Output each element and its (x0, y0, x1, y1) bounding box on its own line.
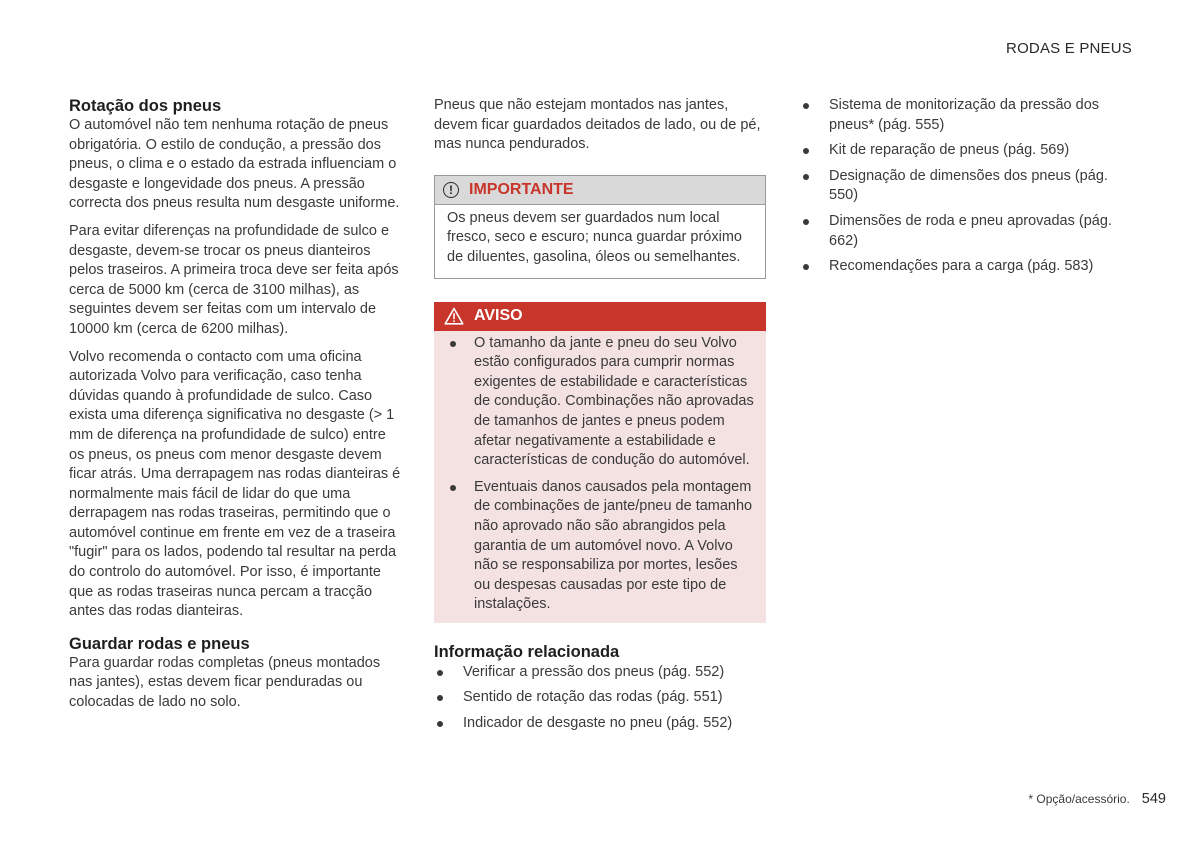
related-link[interactable] (800, 96, 1135, 135)
heading-related-info: Informação relacionada (434, 642, 620, 661)
bullet-icon (803, 264, 809, 270)
related-link-text[interactable]: Verificar a pressão dos pneus (pág. 552) (463, 663, 725, 680)
related-link[interactable] (434, 714, 766, 734)
warning-body (434, 331, 766, 623)
important-notice-header (435, 176, 765, 205)
paragraph: Volvo recomenda o contacto com uma oficina autorizada Volvo para verificação, caso tenha dúvidas quando à profundidade de sulco. Caso exista uma diferença significativa no desgaste (> 1 mm de diferença na profundidade de sulco) entre os pneus, os pneus com menor desgaste devem ficar atrás. Uma derrapagem nas rodas dianteiras é normalmente mais fácil de lidar do que uma derrapagem nas rodas traseiras, permitindo que o automóvel continue em frente em vez de a traseira "fugir" para os lados, podendo tal resultar na perda do controlo do automóvel. Por isso, é importante que as rodas traseiras nunca percam a tracção antes das rodas dianteiras. (69, 348, 401, 620)
related-list (434, 663, 766, 734)
exclamation-circle-icon: ! (443, 182, 459, 198)
bullet-icon (803, 103, 809, 109)
related-info (434, 642, 766, 734)
paragraph: O automóvel não tem nenhuma rotação de pneus obrigatória. O estilo de condução, a pressão dos pneus, o clima e o estado da estrada influenciam o desgaste e longevidade dos pneus. A pressão correcta dos pneus resulta num desgaste uniforme. (69, 117, 400, 212)
footnote: * Opção/acessório. (1028, 792, 1130, 806)
related-link-text[interactable]: Sistema de monitorização da pressão dos pneus* (pág. 555) (829, 97, 1100, 133)
heading-store-wheels: Guardar rodas e pneus (69, 634, 250, 653)
related-link[interactable] (800, 257, 1135, 277)
section-header: RODAS E PNEUS (1006, 40, 1132, 57)
important-notice-box (434, 175, 766, 279)
page-number: 549 (1141, 791, 1166, 807)
column-middle (434, 96, 766, 740)
column-left (69, 96, 403, 721)
important-notice-text: Os pneus devem ser guardados num local fresco, seco e escuro; nunca guardar próximo de diluentes, gasolina, óleos ou semelhantes. (447, 209, 742, 265)
warning-box (434, 302, 766, 623)
bullet-icon (437, 721, 443, 727)
page-footer (1028, 791, 1166, 807)
warning-triangle-icon (444, 307, 464, 325)
related-link-text[interactable]: Sentido de rotação das rodas (pág. 551) (463, 689, 723, 706)
paragraph: Pneus que não estejam montados nas jantes, devem ficar guardados deitados de lado, ou de pé, mas nunca pendurados. (434, 97, 761, 153)
bullet-icon (437, 670, 443, 676)
related-link-text[interactable]: Designação de dimensões dos pneus (pág. 550) (829, 167, 1108, 204)
warning-item (446, 478, 754, 615)
warning-item-text: Eventuais danos causados pela montagem de combinações de jante/pneu de tamanho não aprovado não são abrangidos pela garantia de um automóvel novo. A Volvo não se responsabiliza por mortes, lesões ou despesas causadas por este tipo de instalações. (474, 478, 753, 613)
heading-tire-rotation: Rotação dos pneus (69, 97, 222, 115)
related-link-text[interactable]: Recomendações para a carga (pág. 583) (829, 258, 1094, 275)
related-link-text[interactable]: Dimensões de roda e pneu aprovadas (pág. 662) (829, 212, 1112, 249)
warning-header (434, 302, 766, 331)
related-link-text[interactable]: Indicador de desgaste no pneu (pág. 552) (463, 715, 733, 732)
warning-item-text: O tamanho da jante e pneu do seu Volvo estão configurados para cumprir normas exigentes de estabilidade e características de condução. Combinações não aprovadas de tamanhos de jantes e pneus podem afetar negativamente a estabilidade e características de condução do automóvel. (474, 334, 754, 469)
warning-item (446, 334, 754, 471)
bullet-icon (803, 219, 809, 225)
related-link-text[interactable]: Kit de reparação de pneus (pág. 569) (829, 142, 1070, 159)
bullet-icon (437, 695, 443, 701)
paragraph: Para evitar diferenças na profundidade de sulco e desgaste, devem-se trocar os pneus dianteiros pelos traseiros. A primeira troca deve ser feita após cerca de 5000 km (cerca de 3100 milhas), as seguintes devem ser feitas com um intervalo de 10000 km (cerca de 6200 milhas). (69, 222, 399, 337)
bullet-icon (803, 148, 809, 154)
important-notice-title: IMPORTANTE (469, 180, 574, 198)
bullet-icon (803, 174, 809, 180)
related-link[interactable] (800, 141, 1135, 161)
bullet-icon (450, 485, 456, 491)
warning-list (446, 334, 754, 615)
related-link[interactable] (434, 688, 766, 708)
paragraph: Para guardar rodas completas (pneus montados nas jantes), estas devem ficar penduradas ou colocadas de lado no solo. (69, 654, 381, 711)
column-right (800, 96, 1135, 283)
related-list-continued (800, 96, 1135, 277)
related-link[interactable] (800, 167, 1135, 206)
bullet-icon (450, 341, 456, 347)
related-link[interactable] (434, 663, 766, 683)
warning-title: AVISO (474, 307, 523, 325)
related-link[interactable] (800, 212, 1135, 251)
